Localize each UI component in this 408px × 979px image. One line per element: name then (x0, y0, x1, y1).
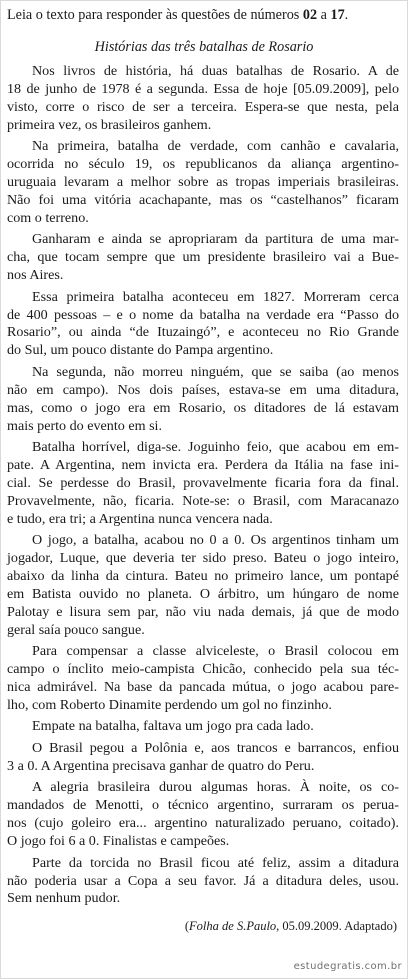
paragraph-line: Rosario”, ou ainda “de Ituzaingó”, e aconteceu no Rio Grande (7, 324, 399, 341)
paragraph-line: Não foi uma vitória acachapante, mas os “castelhanos” ficaram (7, 191, 399, 208)
paragraph-line: mandados de Menotti, o técnico argentino, surraram os perua- (7, 797, 399, 814)
watermark-text: estudegratis.com.br (293, 961, 402, 972)
paragraph-line: Para compensar a classe alviceleste, o Brasil colocou em (32, 643, 399, 660)
article-paragraph (7, 138, 399, 228)
paragraph-line: Batalha horrível, diga-se. Joguinho feio, que acabou em em- (32, 439, 399, 456)
source-open: ( (184, 919, 190, 933)
article-paragraph (7, 532, 399, 639)
paragraph-line: Na segunda, não morreu ninguém, que se saiba (ao menos (32, 363, 399, 380)
paragraph-line: Essa primeira batalha aconteceu em 1827. Morreram cerca (32, 288, 399, 305)
paragraph-line: O jogo foi 6 a 0. Finalistas e campeões. (7, 833, 230, 850)
paragraph-line: O Brasil pegou a Polônia e, aos trancos e barrancos, enfiou (32, 739, 399, 756)
paragraph-line: nos Aires. (7, 267, 64, 284)
paragraph-line: Nos livros de história, há duas batalhas de Rosario. A de (32, 63, 399, 79)
paragraph-line: com o terreno. (7, 209, 89, 226)
paragraph-line: em Batista ouvido no planeta. O árbitro, um húngaro de nome (7, 585, 399, 602)
paragraph-line: lho, com Roberto Dinamite perdendo um gol no finzinho. (7, 696, 332, 713)
article-paragraph (7, 779, 399, 851)
paragraph-line: e tudo, era tri; a Argentina nunca vencera nada. (7, 510, 273, 527)
paragraph-line: 18 de junho de 1978 é a segunda. Essa de hoje [05.09.2009], pelo (7, 80, 399, 97)
paragraph-line: cial. Se perdesse do Brasil, provavelmente ficaria fora da final. (7, 474, 399, 491)
paragraph-line: ocorrida no século 19, os republicanos da aliança argentino- (7, 156, 399, 173)
paragraph-line: 3 a 0. A Argentina precisava ganhar de quatro do Peru. (7, 757, 315, 774)
paragraph-line: Empate na batalha, faltava um jogo pra cada lado. (32, 718, 314, 735)
paragraph-line: Sem nenhum pudor. (7, 890, 121, 907)
article-paragraph (7, 718, 399, 736)
paragraph-line: geral saía pouco sangue. (7, 621, 145, 638)
paragraph-line: abaixo da linha da cintura. Bateu no primeiro lance, um pontapé (7, 568, 399, 585)
paragraph-line: Palotay e lisura sem par, não viu nada demais, já que de modo (7, 603, 399, 620)
first-question-number: 02 (302, 7, 318, 23)
paragraph-line: visto, corre o risco de ser a terceira. Espera-se que nesta, pela (7, 98, 399, 115)
paragraph-line: mais perto do evento em si. (7, 417, 162, 434)
article-body (7, 63, 399, 912)
paragraph-line: A alegria brasileira durou algumas horas. À noite, os co- (32, 779, 399, 796)
paragraph-line: não poderia usar a Copa a seu favor. Já a ditadura deles, usou. (7, 872, 399, 889)
article-title: Histórias das três batalhas de Rosario (94, 39, 314, 55)
paragraph-line: O jogo, a batalha, acabou no 0 a 0. Os argentinos tinham um (32, 532, 399, 549)
article-paragraph (7, 643, 399, 715)
last-question-number: 17 (330, 7, 345, 23)
paragraph-line: cha, que tocam sempre que um presidente brasileiro vai a Bue- (7, 249, 399, 266)
source-publication: Folha de S.Paulo (189, 919, 277, 933)
article-paragraph (7, 740, 399, 776)
paragraph-line: Na primeira, batalha de verdade, com canhão e cavalaria, (32, 138, 399, 155)
instruction-connector: a (317, 7, 331, 23)
paragraph-line: de 400 pessoas – e o nome da batalha na verdade era “Passo do (7, 306, 399, 323)
article-paragraph (7, 364, 399, 436)
paragraph-line: nos (cujo goleiro era... argentino naturalizado peruano, coitado). (7, 815, 399, 832)
article-source (185, 918, 397, 934)
paragraph-line: Parte da torcida no Brasil ficou até feliz, assim a ditadura (32, 854, 399, 871)
paragraph-line: primeira vez, os brasileiros ganhem. (7, 116, 212, 133)
article-paragraph (7, 855, 399, 909)
paragraph-line: não em campo). Nos dois países, estava-se em uma ditadura, (7, 381, 399, 398)
paragraph-line: pate. A Argentina, nem invicta era. Perdera da Itália na fase ini- (7, 457, 399, 473)
instruction-prefix: Leia o texto para responder às questões de números (7, 7, 303, 23)
paragraph-line: campo o ínclito meio-campista Chicão, conhecido pela sua téc- (7, 661, 399, 678)
paragraph-line: jogador, Luque, que deveria ter sido preso. Bateu o jogo inteiro, (7, 550, 399, 567)
instruction-line (7, 6, 348, 24)
article-paragraph (7, 289, 399, 361)
article-paragraph (7, 63, 399, 135)
source-details: , 05.09.2009. Adaptado) (276, 919, 397, 933)
paragraph-line: do Sul, um pouco distante do Pampa argentino. (7, 342, 274, 359)
article-paragraph (7, 439, 399, 529)
paragraph-line: nica admirável. Na base da pancada mútua, o jogo acabou pare- (7, 679, 399, 696)
paragraph-line: Provavelmente, não, ficaria. Note-se: o Brasil, com Maracanazo (7, 492, 399, 509)
article-paragraph (7, 231, 399, 285)
paragraph-line: uruguaia levaram a melhor sobre as tropas imperiais brasileiras. (7, 174, 399, 191)
instruction-suffix: . (344, 7, 349, 23)
paragraph-line: mas, como o jogo era em Rosario, os ditadores de lá estavam (7, 399, 399, 416)
paragraph-line: Ganharam e ainda se apropriaram da partitura de uma mar- (32, 231, 399, 248)
